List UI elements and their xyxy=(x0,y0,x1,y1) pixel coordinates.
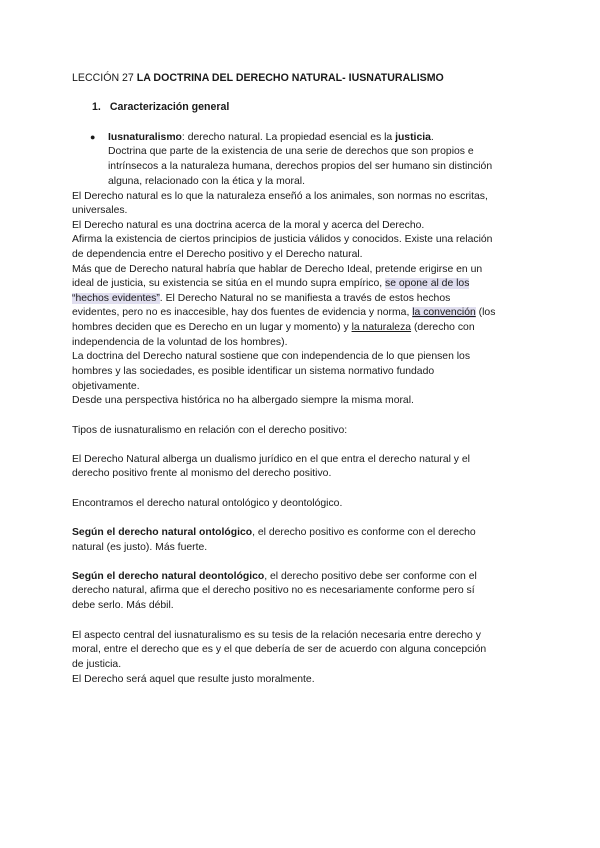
paragraph-line: derecho natural, afirma que el derecho positivo no es necesariamente conforme pero sí xyxy=(72,585,475,596)
bullet-term-justicia: justicia xyxy=(395,132,431,143)
paragraph-line: evidentes, pero no es inaccesible, hay dos fuentes de evidencia y norma, la convención (los xyxy=(72,307,496,318)
paragraph-line: ideal de justicia, su existencia se sitúa en el mundo supra empírico, se opone al de los xyxy=(72,278,470,289)
paragraph-line: independencia de la voluntad de los hombres). xyxy=(72,337,288,348)
paragraph-line: hombres y las sociedades, es posible identificar un sistema normativo fundado xyxy=(72,366,435,377)
paragraph-line: Tipos de iusnaturalismo en relación con el derecho positivo: xyxy=(72,425,348,436)
bullet-item: Iusnaturalismo: derecho natural. La propiedad esencial es la justicia. xyxy=(108,132,434,143)
paragraph-line: objetivamente. xyxy=(72,381,140,392)
paragraph-line: Según el derecho natural ontológico, el derecho positivo es conforme con el derecho xyxy=(72,527,476,538)
section-number: 1. xyxy=(92,101,101,113)
underlined-text: la convención xyxy=(412,307,476,318)
paragraph-line: Según el derecho natural deontológico, el derecho positivo debe ser conforme con el xyxy=(72,571,477,582)
bullet-dot-icon: ● xyxy=(90,132,96,142)
paragraph-line: Encontramos el derecho natural ontológico y deontológico. xyxy=(72,498,343,509)
paragraph-line: Desde una perspectiva histórica no ha albergado siempre la misma moral. xyxy=(72,395,414,406)
paragraph-line: debe serlo. Más débil. xyxy=(72,600,174,611)
paragraph-line: El Derecho natural es una doctrina acerca de la moral y acerca del Derecho. xyxy=(72,220,425,231)
paragraph-line: de dependencia entre el Derecho positivo y el Derecho natural. xyxy=(72,249,363,260)
paragraph-line: El Derecho natural es lo que la naturaleza enseñó a los animales, son normas no escritas, xyxy=(72,191,488,202)
paragraph-line: Afirma la existencia de ciertos principios de justicia válidos y conocidos. Existe una relación xyxy=(72,234,493,245)
paragraph-line: hombres deciden que es Derecho en un lugar y momento) y la naturaleza (derecho con xyxy=(72,322,475,333)
lesson-title xyxy=(72,72,444,85)
paragraph-line: de justicia. xyxy=(72,659,122,670)
lesson-title-text: LA DOCTRINA DEL DERECHO NATURAL- IUSNATURALISMO xyxy=(136,72,444,84)
bullet-text: intrínsecos a la naturaleza humana, derechos propios del ser humano sin distinción xyxy=(108,161,493,172)
paragraph-line: El Derecho será aquel que resulte justo moralmente. xyxy=(72,674,315,685)
paragraph-line: moral, entre el derecho que es y el que debería de ser de acuerdo con alguna concepción xyxy=(72,644,487,655)
paragraph-line: Más que de Derecho natural habría que hablar de Derecho Ideal, pretende erigirse en un xyxy=(72,264,483,275)
section-title: Caracterización general xyxy=(109,101,230,113)
paragraph-line: El Derecho Natural alberga un dualismo jurídico en el que entra el derecho natural y el xyxy=(72,454,470,465)
bullet-text: alguna, relacionado con la ética y la moral. xyxy=(108,176,305,187)
paragraph-line: El aspecto central del iusnaturalismo es su tesis de la relación necesaria entre derecho y xyxy=(72,630,481,641)
paragraph-line: “hechos evidentes”. El Derecho Natural no se manifiesta a través de estos hechos xyxy=(72,293,451,304)
lesson-number: LECCIÓN 27 xyxy=(72,72,137,84)
highlighted-text: “hechos evidentes” xyxy=(72,293,160,304)
highlighted-text: se opone al de los xyxy=(385,278,470,289)
bold-term: Según el derecho natural deontológico xyxy=(72,571,265,582)
paragraph-line: derecho positivo frente al monismo del derecho positivo. xyxy=(72,468,332,479)
underlined-text: la naturaleza xyxy=(351,322,412,333)
bullet-term: Iusnaturalismo xyxy=(108,132,182,143)
paragraph-line: universales. xyxy=(72,205,128,216)
bullet-text: Doctrina que parte de la existencia de una serie de derechos que son propios e xyxy=(108,146,474,157)
paragraph-line: natural (es justo). Más fuerte. xyxy=(72,542,208,553)
bold-term: Según el derecho natural ontológico xyxy=(72,527,253,538)
paragraph-line: La doctrina del Derecho natural sostiene que con independencia de lo que piensen los xyxy=(72,351,471,362)
section-heading xyxy=(92,101,229,114)
